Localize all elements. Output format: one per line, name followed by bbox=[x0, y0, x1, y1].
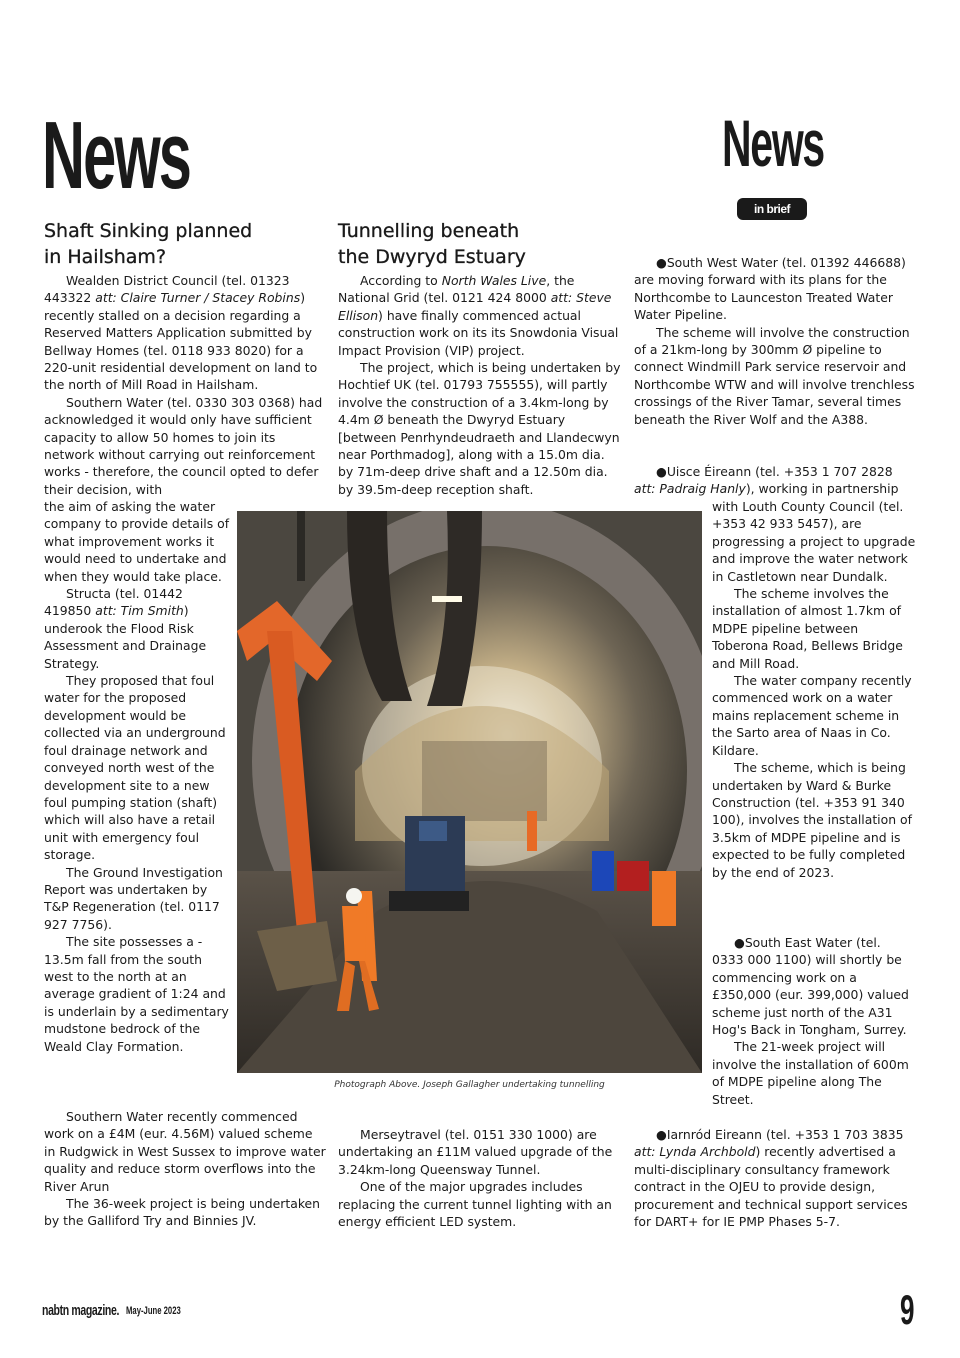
bullet-icon bbox=[734, 935, 745, 950]
article1-paragraph: Wealden District Council (tel. 01323 443322 att: Claire Turner / Stacey Robins) recently stalled on a decision regarding a Reserved Matters Application submitted by Bellway Homes (tel. 0118 933 8020) for a 220-unit residential development on land to the north of Mill Road in Hailsham. bbox=[44, 273, 318, 393]
brief2-paragraph: The scheme, which is being undertaken by Ward & Burke Construction (tel. +353 91 340 100), involves the installation of 3.5km of MDPE pipeline and is expected to be fully completed by the end of 2023. bbox=[712, 760, 912, 880]
article2-headline-line1: Tunnelling beneath bbox=[338, 220, 520, 242]
article1-body-top bbox=[44, 272, 326, 498]
brief1-paragraph: ● South West Water (tel. 01392 446688) are moving forward with its plans for the Northcombe to Launceston Treated Water Water Pipeline. bbox=[634, 254, 916, 324]
masthead-news-left: News bbox=[42, 102, 191, 209]
brief2-paragraph: The water company recently commenced work on a water mains replacement scheme in the Sarto area of Naas in Co. Kildare. bbox=[712, 673, 912, 758]
article1-headline bbox=[44, 218, 334, 270]
brief2-paragraph: with Louth County Council (tel. +353 42 933 5457), are progressing a project to upgrade and improve the water network in Castletown near Dundalk. bbox=[712, 499, 916, 584]
article1-headline-line2: in Hailsham? bbox=[44, 246, 167, 268]
article1-paragraph: The site possesses a - 13.5m fall from the south west to the north at an average gradient of 1:24 and is underlain by a sedimentary mudstone bedrock of the Weald Clay Formation. bbox=[44, 934, 229, 1054]
article1-paragraph: Structa (tel. 01442 419850 att: Tim Smith) underook the Flood Risk Assessment and Drainage Strategy. bbox=[44, 586, 207, 671]
article2-body-bottom bbox=[338, 1126, 618, 1230]
article1-paragraph: The 36-week project is being undertaken by the Galliford Try and Binnies JV. bbox=[44, 1196, 321, 1229]
bullet-icon bbox=[656, 1127, 667, 1142]
bullet-icon bbox=[656, 464, 667, 479]
bullet-icon bbox=[656, 255, 667, 270]
article2-headline-line2: the Dwyryd Estuary bbox=[338, 246, 526, 268]
brief4-paragraph: ● Iarnród Eireann (tel. +353 1 703 3835 att: Lynda Archbold) recently advertised a multi-disciplinary consultancy framework contract in the OJEU to provide design, procurement and technical support services for DART+ for IE PMP Phases 5-7. bbox=[634, 1126, 916, 1230]
tunnel-photo bbox=[237, 511, 702, 1073]
article1-paragraph: Southern Water recently commenced work on a £4M (eur. 4.56M) valued scheme in Rudgwick in West Sussex to improve water quality and reduce storm overflows into the River Arun bbox=[44, 1109, 326, 1194]
article2-body-top bbox=[338, 272, 622, 498]
article2-headline bbox=[338, 218, 628, 270]
article1-paragraph: Southern Water (tel. 0330 303 0368) had acknowledged it would only have sufficient capacity to allow 50 homes to join its network without carrying out reinforcement works - therefore, the council opted to defer their decision, with bbox=[44, 394, 323, 497]
brief2-paragraph: The scheme involves the installation of almost 1.7km of MDPE pipeline between Toberona Road, Bellews Bridge and Mill Road. bbox=[712, 586, 903, 671]
brief2-paragraph: ● Uisce Éireann (tel. +353 1 707 2828 att: Padraig Hanly), working in partnership bbox=[634, 463, 916, 498]
brief2-body-narrow bbox=[712, 498, 916, 881]
brief3-body bbox=[712, 934, 916, 1108]
article2-paragraph: One of the major upgrades includes replacing the current tunnel lighting with an energy efficient LED system. bbox=[338, 1179, 612, 1230]
footer-issue-date: May-June 2023 bbox=[126, 1305, 181, 1317]
brief1-paragraph: The scheme will involve the construction of a 21km-long by 300mm Ø pipeline to connect Windmill Park service reservoir and Northcombe WTW and will involve trenchless crossings of the River Tamar, several times beneath the River Wolf and the A388. bbox=[634, 324, 915, 427]
article1-paragraph: the aim of asking the water company to provide details of what improvement works it would need to undertake and when they would take place. bbox=[44, 499, 230, 584]
photo-caption: Photograph Above. Joseph Gallagher undertaking tunnelling bbox=[334, 1080, 605, 1090]
brief1-body bbox=[634, 254, 916, 428]
article1-body-bottom bbox=[44, 1108, 326, 1230]
article2-paragraph: Merseytravel (tel. 0151 330 1000) are undertaking an £11M valued upgrade of the 3.24km-long Queensway Tunnel. bbox=[338, 1127, 613, 1177]
article2-paragraph: According to North Wales Live, the National Grid (tel. 0121 424 8000 att: Steve Ellison) have finally commenced actual construction work on its its Snowdonia Visual Impact Provision (VIP) project. bbox=[338, 273, 619, 358]
article1-paragraph: The Ground Investigation Report was undertaken by T&P Regeneration (tel. 0117 927 7756). bbox=[44, 864, 223, 932]
brief4-body bbox=[634, 1126, 916, 1230]
article1-paragraph: They proposed that foul water for the proposed development would be collected via an underground foul drainage network and conveyed north west of the development site to a new foul pumping station (shaft) which will also have a retail unit with emergency foul storage. bbox=[44, 673, 226, 863]
article1-headline-line1: Shaft Sinking planned bbox=[44, 220, 253, 242]
article2-paragraph: The project, which is being undertaken by Hochtief UK (tel. 01793 755555), will partly involve the construction of a 3.4km-long by 4.4m Ø beneath the Dwyryd Estuary [between Penrhyndeudraeth and Llandecwyn near Porthmadog], along with a 15.0m dia. by 71m-deep drive shaft and a 12.50m dia. by 39.5m-deep reception shaft. bbox=[338, 360, 621, 497]
article1-body-narrow bbox=[44, 498, 232, 1055]
in-brief-badge: in brief bbox=[737, 198, 807, 220]
brief3-paragraph: The 21-week project will involve the installation of 600m of MDPE pipeline along The Street. bbox=[712, 1039, 909, 1107]
brief2-body-wide bbox=[634, 463, 916, 498]
page-number: 9 bbox=[900, 1286, 915, 1333]
brief3-paragraph: ● South East Water (tel. 0333 000 1100) will shortly be commencing work on a £350,000 (eur. 399,000) valued scheme just north of the A31 Hog's Back in Tongham, Surrey. bbox=[712, 934, 916, 1038]
tunnel-photo-illustration bbox=[237, 511, 702, 1073]
masthead-news-right: News bbox=[722, 106, 824, 180]
footer-magazine-name: nabtn magazine. bbox=[42, 1302, 120, 1319]
